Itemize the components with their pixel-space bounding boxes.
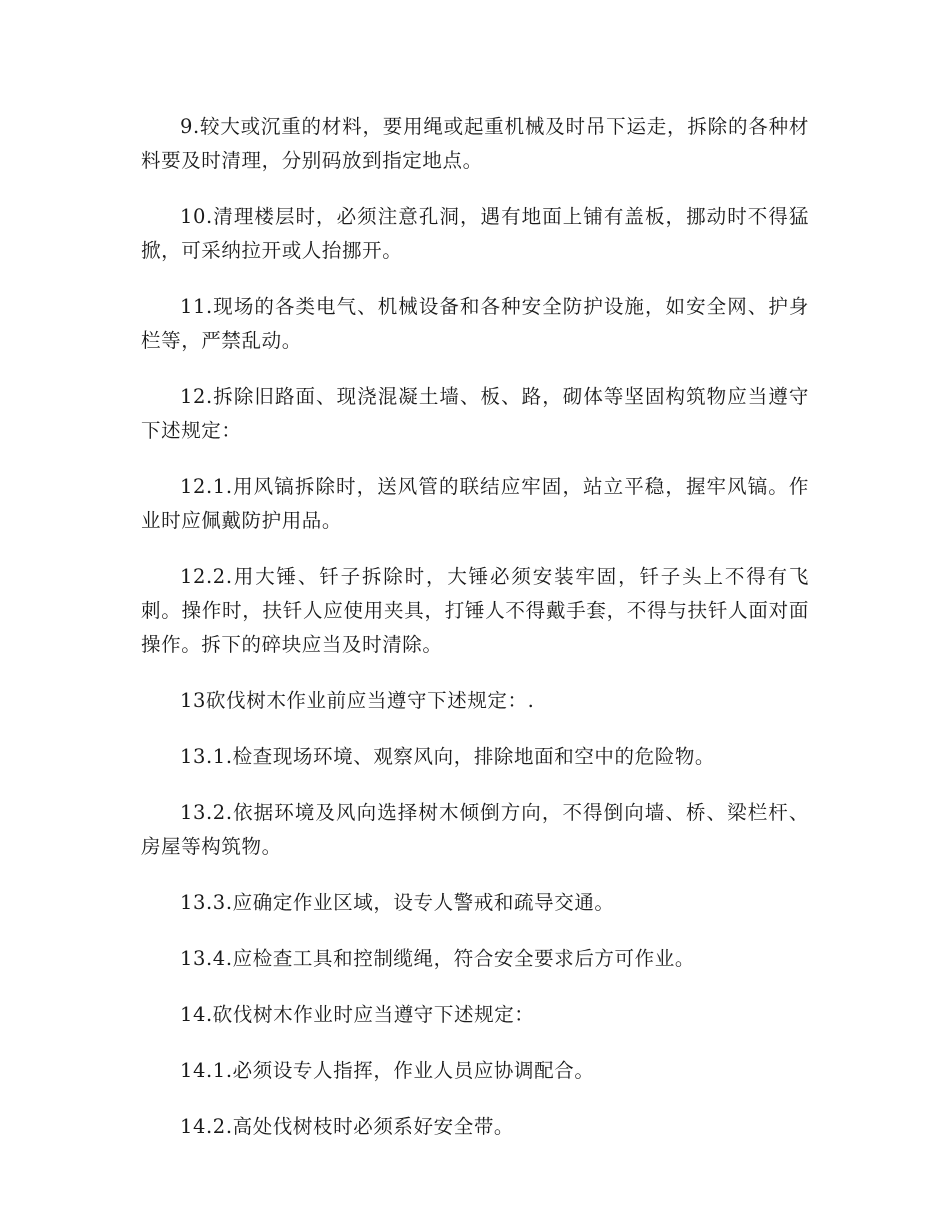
paragraph-9: 9.较大或沉重的材料，要用绳或起重机械及时吊下运走，拆除的各种材料要及时清理，分别码放到指定地点。 — [141, 115, 809, 172]
paragraph-12: 12.拆除旧路面、现浇混凝土墙、板、路，砌体等坚固构筑物应当遵守下述规定： — [141, 385, 809, 442]
document-body — [141, 110, 809, 1166]
paragraph-14-2: 14.2.高处伐树枝时必须系好安全带。 — [180, 1115, 515, 1138]
paragraph-13-2: 13.2.依据环境及风向选择树木倾倒方向，不得倒向墙、桥、梁栏杆、房屋等构筑物。 — [141, 801, 809, 858]
paragraph-12-1: 12.1.用风镐拆除时，送风管的联结应牢固，站立平稳，握牢风镐。作业时应佩戴防护用品。 — [141, 475, 809, 532]
paragraph-10: 10.清理楼层时，必须注意孔洞，遇有地面上铺有盖板，挪动时不得猛掀，可采纳拉开或人抬挪开。 — [141, 205, 809, 262]
paragraph-14: 14.砍伐树木作业时应当遵守下述规定： — [180, 1003, 535, 1026]
paragraph-14-1: 14.1.必须设专人指挥，作业人员应协调配合。 — [180, 1059, 595, 1082]
paragraph-13-1: 13.1.检查现场环境、观察风向，排除地面和空中的危险物。 — [180, 745, 716, 768]
paragraph-12-2: 12.2.用大锤、钎子拆除时，大锤必须安装牢固，钎子头上不得有飞刺。操作时，扶钎人应使用夹具，打锤人不得戴手套，不得与扶钎人面对面操作。拆下的碎块应当及时清除。 — [141, 565, 809, 656]
paragraph-11: 11.现场的各类电气、机械设备和各种安全防护设施，如安全网、护身栏等，严禁乱动。 — [141, 295, 809, 352]
paragraph-13: 13砍伐树木作业前应当遵守下述规定：. — [180, 689, 535, 712]
paragraph-13-3: 13.3.应确定作业区域，设专人警戒和疏导交通。 — [180, 891, 615, 914]
paragraph-13-4: 13.4.应检查工具和控制缆绳，符合安全要求后方可作业。 — [180, 947, 695, 970]
